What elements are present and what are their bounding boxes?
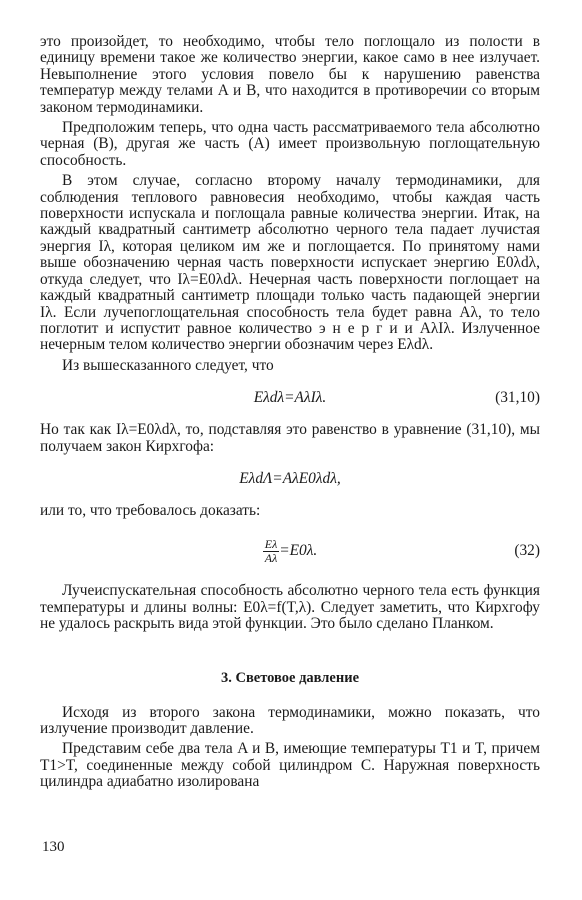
fraction (263, 538, 280, 565)
equation-number: (31,10) (495, 389, 540, 407)
fraction-denominator: Aλ (264, 551, 278, 566)
equation-formula: EλdΛ=AλE0λdλ, (239, 469, 341, 487)
equation-rhs: =E0λ. (279, 542, 318, 560)
page-number: 130 (42, 839, 65, 855)
paragraph: Лучеиспускательная способность абсолютно черного тела есть функция температуры и длины волны: E0λ=f(T,λ). Следует заметить, что Кирхгофу не удалось раскрыть вида этой функции. Это было сделано Планком. (40, 582, 540, 633)
equation-kirchhoff (40, 467, 540, 491)
equation-number: (32) (514, 542, 540, 560)
paragraph: это произойдет, то необходимо, чтобы тело поглощало из полости в единицу времени такое же количество энергии, какое само в нее излучает. Невыполнение этого условия повело бы к нарушению равенства температур между телами A и B, что находится в противоречии со вторым законом термодинамики. (40, 33, 540, 116)
equation-formula: Eλdλ=AλIλ. (253, 389, 327, 407)
equation-formula (40, 531, 540, 571)
section-title: 3. Световое давление (220, 669, 360, 686)
equation-31-10 (40, 386, 540, 410)
paragraph: Предположим теперь, что одна часть рассматриваемого тела абсолютно черная (B), другая же часть (A) имеет произвольную поглощательную способность. (40, 119, 540, 169)
paragraph: или то, что требовалось доказать: (40, 501, 261, 519)
paragraph: Представим себе два тела A и B, имеющие температуры T1 и T, причем T1>T, соединенные между собой цилиндром C. Наружная поверхность цилиндра адиабатно изолирована (40, 740, 540, 791)
paragraph: Из вышесказанного следует, что (62, 356, 274, 374)
equation-32 (40, 531, 540, 571)
paragraph: Но так как Iλ=E0λdλ, то, подставляя это равенство в уравнение (31,10), мы получаем закон Кирхгофа: (40, 421, 540, 455)
fraction-numerator: Eλ (264, 537, 278, 552)
paragraph: Исходя из второго закона термодинамики, можно показать, что излучение производит давление. (40, 703, 540, 737)
document-page (40, 34, 540, 791)
paragraph: В этом случае, согласно второму началу термодинамики, для соблюдения теплового равновесия необходимо, чтобы каждая часть поверхности испускала и поглощала равные количества энергии. Итак, на каждый квадратный сантиметр абсолютно черного тела падает лучистая энергия Iλ, которая целиком им же и поглощается. По принятому нами выше обозначению черная часть поверхности испускает энергию E0λdλ, откуда следует, что Iλ=E0λdλ. Нечерная часть поверхности поглощает на каждый квадратный сантиметр площади только часть падающей энергии Iλ. Если лучепоглощательная способность тела будет равна Aλ, то тело поглотит и испустит равное количество э н е р г и и AλIλ. Излученное нечерным телом количество энергии обозначим через Eλdλ. (40, 172, 540, 354)
